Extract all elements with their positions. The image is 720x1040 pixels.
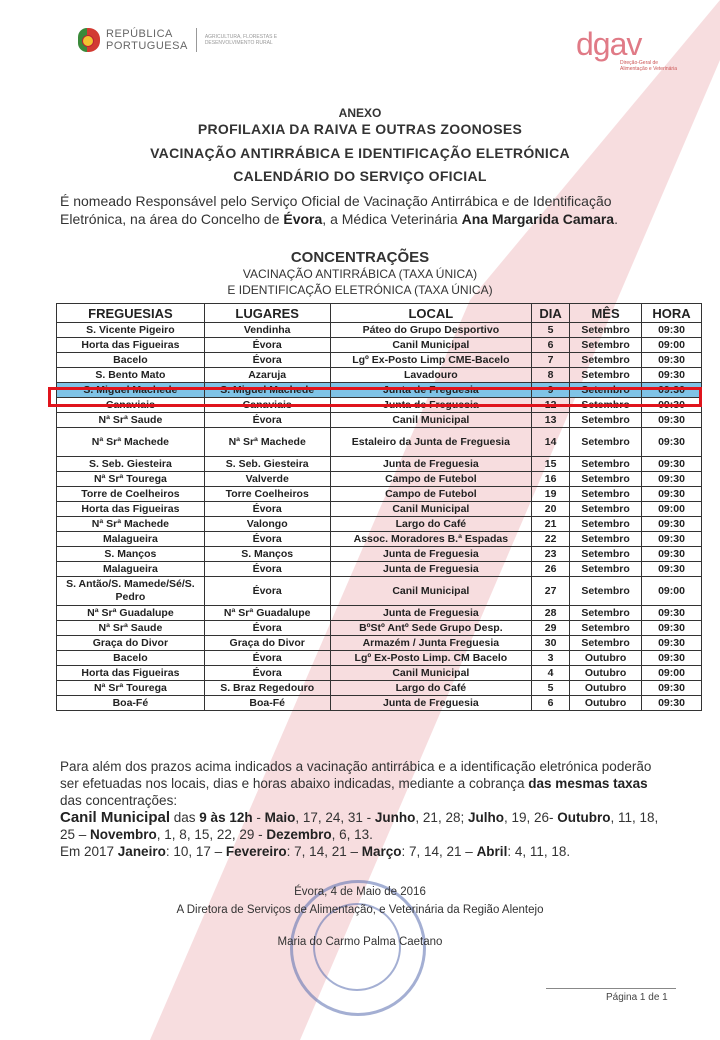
cell-dia: 28 — [532, 606, 570, 621]
cell-local: Canil Municipal — [330, 502, 532, 517]
header-mes: MÊS — [570, 304, 642, 323]
intro-paragraph: É nomeado Responsável pelo Serviço Oficial de Vacinação Antirrábica e de Identificação Eletrónica, na área do Concelho de Évora, a Médica Veterinária Ana Margarida Camara. — [60, 193, 618, 227]
republica-text: REPÚBLICA — [106, 28, 173, 40]
cell-hora: 09:30 — [642, 651, 702, 666]
cell-freguesia: S. Vicente Pigeiro — [57, 323, 205, 338]
cell-freguesia: Horta das Figueiras — [57, 338, 205, 353]
cell-dia: 21 — [532, 517, 570, 532]
cell-mes: Setembro — [570, 457, 642, 472]
footer-paragraph: Para além dos prazos acima indicados a vacinação antirrábica e a identificação eletrónica poderão ser efetuadas nos locais, dias e horas abaixo indicadas, mediante a cobrança das mesmas taxas das concentrações: — [60, 759, 652, 808]
cell-mes: Setembro — [570, 487, 642, 502]
table-row — [57, 636, 702, 651]
cell-freguesia: Nª Srª Saude — [57, 621, 205, 636]
cell-hora: 09:30 — [642, 353, 702, 368]
cell-dia: 20 — [532, 502, 570, 517]
canil-schedule: Canil Municipal das 9 às 12h - Maio, 17, 24, 31 - Junho, 21, 28; Julho, 19, 26- Outubro, 11, 18, 25 – Novembro, 1, 8, 15, 22, 29 - Dezembro, 6, 13. — [60, 809, 659, 842]
republica-logo — [78, 28, 285, 52]
cell-lugar: Évora — [204, 353, 330, 368]
cell-local: Canil Municipal — [330, 577, 532, 606]
header-local: LOCAL — [330, 304, 532, 323]
cell-lugar: Évora — [204, 338, 330, 353]
cell-freguesia: Nª Srª Tourega — [57, 681, 205, 696]
cell-lugar: Canaviais — [204, 398, 330, 413]
cell-lugar: Nª Srª Guadalupe — [204, 606, 330, 621]
cell-lugar: Nª Srª Machede — [204, 428, 330, 457]
cell-local: Canil Municipal — [330, 666, 532, 681]
cell-lugar: Évora — [204, 577, 330, 606]
cell-hora: 09:30 — [642, 562, 702, 577]
cell-lugar: S. Miguel Machede — [204, 383, 330, 398]
cell-hora: 09:30 — [642, 517, 702, 532]
table-row — [57, 487, 702, 502]
cell-dia: 7 — [532, 353, 570, 368]
cell-dia: 8 — [532, 368, 570, 383]
anexo-title: ANEXO — [338, 106, 382, 120]
cell-lugar: Évora — [204, 651, 330, 666]
logo-divider — [196, 28, 197, 52]
cell-dia: 27 — [532, 577, 570, 606]
canil-schedule-2017: Em 2017 Janeiro: 10, 17 – Fevereiro: 7, 14, 21 – Março: 7, 14, 21 – Abril: 4, 11, 18. — [60, 844, 571, 859]
cell-hora: 09:30 — [642, 696, 702, 711]
header-lugares: LUGARES — [204, 304, 330, 323]
cell-hora: 09:30 — [642, 457, 702, 472]
cell-hora: 09:30 — [642, 368, 702, 383]
signatory-name: Maria do Carmo Palma Caetano — [277, 936, 443, 948]
cell-lugar: Vendinha — [204, 323, 330, 338]
cell-local: Assoc. Moradores B.ª Espadas — [330, 532, 532, 547]
cell-lugar: Valverde — [204, 472, 330, 487]
cell-freguesia: Torre de Coelheiros — [57, 487, 205, 502]
cell-dia: 14 — [532, 428, 570, 457]
cell-mes: Outubro — [570, 696, 642, 711]
cell-lugar: Boa-Fé — [204, 696, 330, 711]
cell-mes: Setembro — [570, 547, 642, 562]
cell-dia: 13 — [532, 413, 570, 428]
header-hora: HORA — [642, 304, 702, 323]
cell-freguesia: Malagueira — [57, 532, 205, 547]
cell-hora: 09:30 — [642, 398, 702, 413]
table-row — [57, 413, 702, 428]
cell-local: Largo do Café — [330, 681, 532, 696]
signatory-role: A Diretora de Serviços de Alimentação, e Veterinária da Região Alentejo — [176, 904, 544, 916]
cell-lugar: S. Braz Regedouro — [204, 681, 330, 696]
cell-local: Junta de Freguesia — [330, 457, 532, 472]
vacinacao-title: VACINAÇÃO ANTIRRÁBICA E IDENTIFICAÇÃO ELETRÓNICA — [150, 145, 570, 161]
cell-freguesia: Nª Srª Machede — [57, 517, 205, 532]
concentracoes-line2: E IDENTIFICAÇÃO ELETRÓNICA (TAXA ÚNICA) — [227, 283, 493, 297]
cell-lugar: Graça do Divor — [204, 636, 330, 651]
cell-hora: 09:30 — [642, 487, 702, 502]
cell-dia: 19 — [532, 487, 570, 502]
cell-freguesia: Horta das Figueiras — [57, 666, 205, 681]
header-freguesias: FREGUESIAS — [57, 304, 205, 323]
table-row — [57, 353, 702, 368]
cell-dia: 9 — [532, 383, 570, 398]
cell-mes: Setembro — [570, 502, 642, 517]
table-row — [57, 472, 702, 487]
schedule-table — [56, 303, 702, 711]
cell-dia: 6 — [532, 696, 570, 711]
cell-lugar: Évora — [204, 562, 330, 577]
table-row — [57, 338, 702, 353]
cell-freguesia: Malagueira — [57, 562, 205, 577]
table-row — [57, 606, 702, 621]
table-header-row — [57, 304, 702, 323]
table-row — [57, 666, 702, 681]
cell-mes: Setembro — [570, 532, 642, 547]
cell-mes: Setembro — [570, 517, 642, 532]
cell-mes: Setembro — [570, 428, 642, 457]
cell-dia: 22 — [532, 532, 570, 547]
cell-lugar: Torre Coelheiros — [204, 487, 330, 502]
cell-mes: Setembro — [570, 413, 642, 428]
ministerio-text: AGRICULTURA, FLORESTAS E DESENVOLVIMENTO RURAL — [204, 34, 278, 46]
cell-freguesia: Bacelo — [57, 353, 205, 368]
cell-hora: 09:00 — [642, 666, 702, 681]
cell-hora: 09:30 — [642, 428, 702, 457]
cell-mes: Setembro — [570, 383, 642, 398]
profilaxia-title: PROFILAXIA DA RAIVA E OUTRAS ZOONOSES — [197, 121, 523, 137]
cell-lugar: Évora — [204, 532, 330, 547]
cell-freguesia: S. Miguel Machede — [57, 383, 205, 398]
cell-local: Junta de Freguesia — [330, 606, 532, 621]
concelho-name: Évora — [283, 211, 323, 227]
cell-local: Canil Municipal — [330, 413, 532, 428]
cell-freguesia: S. Antão/S. Mamede/Sé/S. Pedro — [57, 577, 205, 606]
cell-local: BºStº Antº Sede Grupo Desp. — [330, 621, 532, 636]
cell-mes: Setembro — [570, 353, 642, 368]
cell-local: Páteo do Grupo Desportivo — [330, 323, 532, 338]
cell-mes: Setembro — [570, 368, 642, 383]
cell-mes: Setembro — [570, 577, 642, 606]
cell-freguesia: S. Bento Mato — [57, 368, 205, 383]
cell-dia: 23 — [532, 547, 570, 562]
table-row — [57, 681, 702, 696]
table-row — [57, 502, 702, 517]
official-stamp — [290, 880, 426, 1016]
cell-local: Estaleiro da Junta de Freguesia — [330, 428, 532, 457]
cell-local: Lgº Ex-Posto Limp CME-Bacelo — [330, 353, 532, 368]
cell-freguesia: Nª Srª Machede — [57, 428, 205, 457]
cell-lugar: Évora — [204, 502, 330, 517]
table-row — [57, 428, 702, 457]
flag-icon — [78, 28, 100, 52]
cell-lugar: S. Manços — [204, 547, 330, 562]
cell-hora: 09:30 — [642, 413, 702, 428]
cell-local: Junta de Freguesia — [330, 696, 532, 711]
table-row — [57, 457, 702, 472]
cell-dia: 3 — [532, 651, 570, 666]
dgav-subtitle: Direção-Geral de Alimentação e Veterinária — [620, 60, 677, 72]
cell-freguesia: S. Manços — [57, 547, 205, 562]
cell-dia: 5 — [532, 323, 570, 338]
cell-hora: 09:30 — [642, 532, 702, 547]
table-row — [57, 696, 702, 711]
cell-freguesia: Boa-Fé — [57, 696, 205, 711]
concentracoes-title: CONCENTRAÇÕES — [290, 249, 430, 266]
cell-local: Junta de Freguesia — [330, 562, 532, 577]
cell-dia: 16 — [532, 472, 570, 487]
cell-lugar: Azaruja — [204, 368, 330, 383]
cell-freguesia: S. Seb. Giesteira — [57, 457, 205, 472]
table-row — [57, 323, 702, 338]
cell-hora: 09:30 — [642, 681, 702, 696]
page-divider — [546, 988, 676, 989]
cell-freguesia: Bacelo — [57, 651, 205, 666]
medica-name: Ana Margarida Camara — [461, 211, 615, 227]
table-row — [57, 651, 702, 666]
cell-dia: 4 — [532, 666, 570, 681]
cell-hora: 09:30 — [642, 547, 702, 562]
cell-hora: 09:00 — [642, 502, 702, 517]
cell-hora: 09:30 — [642, 323, 702, 338]
cell-local: Lavadouro — [330, 368, 532, 383]
table-row — [57, 547, 702, 562]
cell-local: Junta de Freguesia — [330, 398, 532, 413]
calendario-title: CALENDÁRIO DO SERVIÇO OFICIAL — [233, 168, 487, 184]
cell-lugar: Valongo — [204, 517, 330, 532]
cell-mes: Outubro — [570, 651, 642, 666]
table-row — [57, 621, 702, 636]
cell-hora: 09:30 — [642, 383, 702, 398]
cell-local: Canil Municipal — [330, 338, 532, 353]
cell-mes: Setembro — [570, 606, 642, 621]
cell-hora: 09:00 — [642, 577, 702, 606]
cell-mes: Setembro — [570, 338, 642, 353]
cell-local: Lgº Ex-Posto Limp. CM Bacelo — [330, 651, 532, 666]
cell-lugar: S. Seb. Giesteira — [204, 457, 330, 472]
cell-mes: Outubro — [570, 681, 642, 696]
cell-freguesia: Graça do Divor — [57, 636, 205, 651]
cell-mes: Setembro — [570, 398, 642, 413]
highlight-box — [48, 387, 702, 407]
cell-local: Junta de Freguesia — [330, 383, 532, 398]
portuguesa-text: PORTUGUESA — [106, 40, 188, 52]
cell-mes: Setembro — [570, 472, 642, 487]
table-row — [57, 562, 702, 577]
table-row — [57, 517, 702, 532]
cell-mes: Setembro — [570, 562, 642, 577]
table-row — [57, 532, 702, 547]
cell-dia: 29 — [532, 621, 570, 636]
cell-dia: 12 — [532, 398, 570, 413]
cell-freguesia: Canaviais — [57, 398, 205, 413]
cell-mes: Setembro — [570, 323, 642, 338]
cell-hora: 09:30 — [642, 621, 702, 636]
cell-lugar: Évora — [204, 621, 330, 636]
table-row — [57, 368, 702, 383]
page-number: Página 1 de 1 — [606, 992, 668, 1003]
concentracoes-line1: VACINAÇÃO ANTIRRÁBICA (TAXA ÚNICA) — [242, 267, 478, 281]
cell-dia: 15 — [532, 457, 570, 472]
cell-hora: 09:30 — [642, 472, 702, 487]
table-row — [57, 577, 702, 606]
cell-freguesia: Nª Srª Guadalupe — [57, 606, 205, 621]
place-date: Évora, 4 de Maio de 2016 — [294, 886, 426, 898]
cell-local: Armazém / Junta Freguesia — [330, 636, 532, 651]
cell-freguesia: Nª Srª Tourega — [57, 472, 205, 487]
cell-local: Largo do Café — [330, 517, 532, 532]
cell-mes: Setembro — [570, 621, 642, 636]
cell-dia: 5 — [532, 681, 570, 696]
cell-lugar: Évora — [204, 666, 330, 681]
cell-mes: Setembro — [570, 636, 642, 651]
cell-freguesia: Nª Srª Saude — [57, 413, 205, 428]
cell-local: Campo de Futebol — [330, 487, 532, 502]
cell-local: Campo de Futebol — [330, 472, 532, 487]
cell-mes: Outubro — [570, 666, 642, 681]
cell-local: Junta de Freguesia — [330, 547, 532, 562]
dgav-logo: dgav — [576, 26, 642, 62]
header-dia: DIA — [532, 304, 570, 323]
cell-hora: 09:30 — [642, 636, 702, 651]
cell-hora: 09:00 — [642, 338, 702, 353]
cell-dia: 26 — [532, 562, 570, 577]
cell-lugar: Évora — [204, 413, 330, 428]
footer-notes — [60, 758, 670, 860]
cell-dia: 6 — [532, 338, 570, 353]
cell-dia: 30 — [532, 636, 570, 651]
cell-freguesia: Horta das Figueiras — [57, 502, 205, 517]
cell-hora: 09:30 — [642, 606, 702, 621]
